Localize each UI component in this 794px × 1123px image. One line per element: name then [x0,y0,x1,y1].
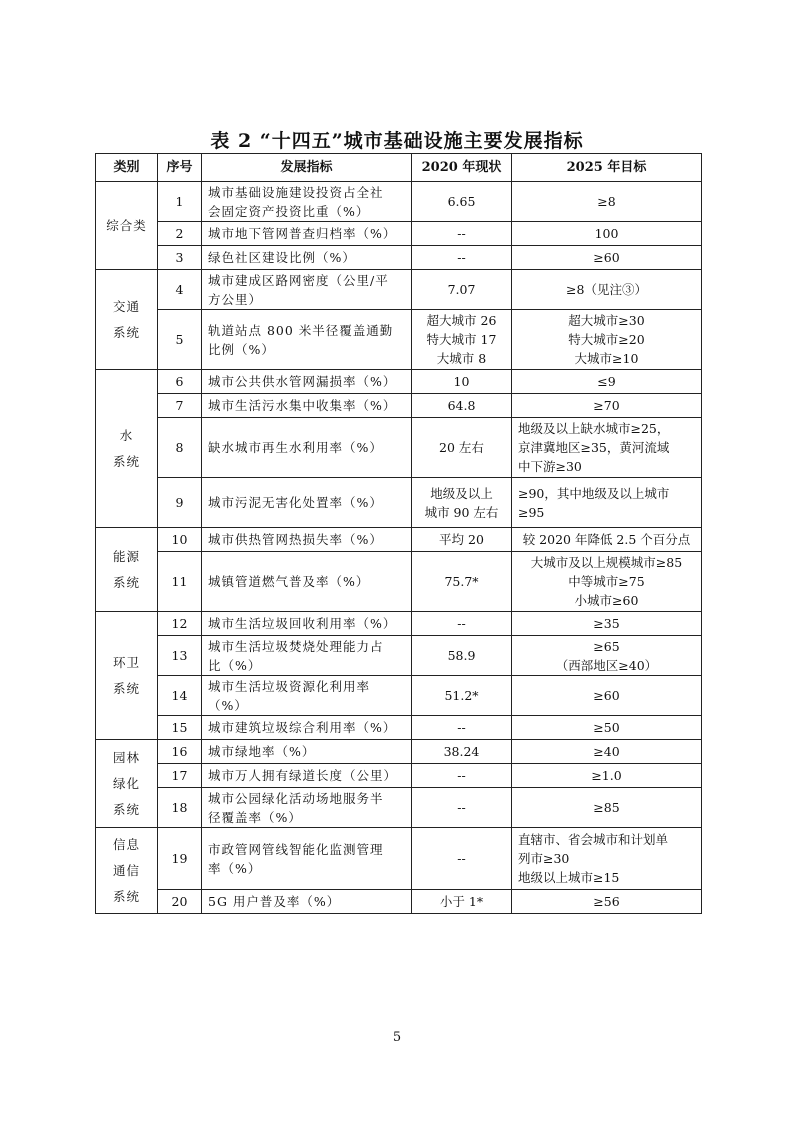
table-row [96,370,702,394]
category-label: 水 [119,427,134,443]
category-cell [96,270,158,370]
cell-line: 城市生活垃圾资源化利用率 [208,678,371,694]
table-row [96,270,702,310]
target-2025-cell [512,828,702,890]
table-row [96,676,702,716]
cell-line: 特大城市 17 [426,332,497,347]
cell-line: 城市生活垃圾回收利用率（%） [208,616,397,631]
indicator-cell [202,740,412,764]
status-2020-cell [412,310,512,370]
table-row [96,612,702,636]
cell-line: -- [457,226,466,241]
cell-line: 径覆盖率（%） [208,809,302,825]
target-2025-cell [512,270,702,310]
row-number: 5 [158,310,202,370]
category-label: 系统 [112,680,140,696]
table-row [96,394,702,418]
header-number: 序号 [158,154,202,182]
status-2020-cell [412,676,512,716]
indicator-cell [202,716,412,740]
target-2025-cell [512,246,702,270]
cell-line: 51.2* [444,688,479,703]
table-row [96,310,702,370]
cell-line: ≥85 [593,800,620,815]
cell-line: ≥56 [593,894,620,909]
cell-line: ≥70 [593,398,620,413]
header-2020-status: 2020 年现状 [412,154,512,182]
target-2025-cell [512,636,702,676]
cell-line: 率（%） [208,860,262,876]
cell-line: 超大城市 26 [426,313,497,328]
target-2025-cell [512,788,702,828]
table-row [96,636,702,676]
category-label: 信息 [112,836,140,852]
cell-line: 比例（%） [208,341,275,357]
cell-line: 64.8 [447,398,476,413]
cell-line: （西部地区≥40） [555,657,658,673]
cell-line: 58.9 [447,648,476,663]
header-category: 类别 [96,154,158,182]
cell-line: ≥8 [597,194,616,209]
row-number: 17 [158,764,202,788]
row-number: 11 [158,552,202,612]
indicator-cell [202,270,412,310]
cell-line: 地级及以上 [430,485,493,501]
cell-line: 特大城市≥20 [568,332,645,347]
cell-line: 超大城市≥30 [568,313,645,328]
status-2020-cell [412,222,512,246]
category-label: 系统 [112,801,140,817]
cell-line: 城市万人拥有绿道长度（公里） [208,768,398,783]
cell-line: 大城市 8 [436,351,487,366]
row-number: 8 [158,418,202,478]
cell-line: 直辖市、省会城市和计划单 [518,832,669,847]
category-label: 系统 [112,453,140,469]
table-row [96,890,702,914]
status-2020-cell [412,636,512,676]
row-number: 12 [158,612,202,636]
indicator-cell [202,310,412,370]
row-number: 18 [158,788,202,828]
indicator-cell [202,890,412,914]
cell-line: ≥1.0 [591,768,622,783]
cell-line: 中等城市≥75 [568,574,645,589]
indicator-table [95,153,702,914]
cell-line: 城市生活垃圾焚烧处理能力占 [208,638,384,654]
status-2020-cell [412,764,512,788]
row-number: 14 [158,676,202,716]
category-label: 通信 [112,862,140,878]
target-2025-cell [512,222,702,246]
category-cell [96,182,158,270]
header-2025-target: 2025 年目标 [512,154,702,182]
cell-line: ≥8（见注③） [566,282,647,297]
target-2025-cell [512,418,702,478]
target-2025-cell [512,764,702,788]
status-2020-cell [412,890,512,914]
category-cell [96,740,158,828]
table-row [96,716,702,740]
cell-line: 大城市及以上规模城市≥85 [530,555,683,570]
category-label: 综合类 [106,218,147,233]
status-2020-cell [412,478,512,528]
category-cell [96,370,158,528]
row-number: 15 [158,716,202,740]
cell-line: 7.07 [447,282,476,297]
cell-line: 比（%） [208,657,262,673]
table-row [96,182,702,222]
row-number: 19 [158,828,202,890]
table-row [96,828,702,890]
row-number: 20 [158,890,202,914]
indicator-cell [202,370,412,394]
table-row [96,246,702,270]
table-row [96,222,702,246]
cell-line: -- [457,720,466,735]
indicator-cell [202,394,412,418]
status-2020-cell [412,716,512,740]
cell-line: -- [457,250,466,265]
cell-line: 城市公园绿化活动场地服务半 [208,790,384,806]
row-number: 7 [158,394,202,418]
indicator-cell [202,528,412,552]
cell-line: 6.65 [447,194,476,209]
status-2020-cell [412,418,512,478]
row-number: 10 [158,528,202,552]
status-2020-cell [412,370,512,394]
status-2020-cell [412,740,512,764]
cell-line: 地级及以上缺水城市≥25， [518,421,670,436]
header-indicator: 发展指标 [202,154,412,182]
status-2020-cell [412,182,512,222]
cell-line: （%） [208,697,248,713]
cell-line: 京津冀地区≥35，黄河流域 [518,440,670,455]
status-2020-cell [412,552,512,612]
target-2025-cell [512,478,702,528]
status-2020-cell [412,828,512,890]
indicator-cell [202,788,412,828]
target-2025-cell [512,612,702,636]
cell-line: 大城市≥10 [574,351,639,366]
indicator-cell [202,246,412,270]
cell-line: 较 2020 年降低 2.5 个百分点 [522,532,691,547]
indicator-cell [202,552,412,612]
status-2020-cell [412,246,512,270]
cell-line: 100 [594,226,619,241]
page-number: 5 [392,1030,402,1045]
category-label: 能源 [112,548,140,564]
category-label: 环卫 [112,654,140,670]
cell-line: 平均 20 [439,532,484,547]
target-2025-cell [512,716,702,740]
indicator-cell [202,478,412,528]
cell-line: ≥60 [593,250,620,265]
cell-line: 小于 1* [439,894,484,909]
indicator-cell [202,418,412,478]
category-label: 园林 [112,749,140,765]
cell-line: 城市 90 左右 [424,504,499,520]
row-number: 9 [158,478,202,528]
target-2025-cell [512,740,702,764]
row-number: 16 [158,740,202,764]
cell-line: 地级以上城市≥15 [518,870,620,885]
row-number: 6 [158,370,202,394]
status-2020-cell [412,612,512,636]
cell-line: 小城市≥60 [574,593,639,608]
indicator-cell [202,182,412,222]
indicator-cell [202,222,412,246]
table-row [96,764,702,788]
row-number: 4 [158,270,202,310]
cell-line: 城市基础设施建设投资占全社 [208,184,384,200]
indicator-cell [202,612,412,636]
cell-line: 城市污泥无害化处置率（%） [208,495,383,510]
category-cell [96,612,158,740]
cell-line: ≥40 [593,744,620,759]
cell-line: 城市地下管网普查归档率（%） [208,226,397,241]
cell-line: -- [457,851,466,866]
table-row [96,478,702,528]
cell-line: -- [457,800,466,815]
category-label: 系统 [112,888,140,904]
cell-line: 城市绿地率（%） [208,744,316,759]
category-label: 系统 [112,324,140,340]
cell-line: 城市公共供水管网漏损率（%） [208,374,397,389]
target-2025-cell [512,890,702,914]
cell-line: 列市≥30 [518,851,570,866]
cell-line: 城市建成区路网密度（公里/平 [208,272,389,288]
indicator-cell [202,676,412,716]
category-label: 系统 [112,574,140,590]
cell-line: 城镇管道燃气普及率（%） [208,574,370,589]
cell-line: 10 [453,374,470,389]
cell-line: -- [457,768,466,783]
category-label: 交通 [112,298,140,314]
target-2025-cell [512,182,702,222]
cell-line: ≥50 [593,720,620,735]
header-row [96,154,702,182]
status-2020-cell [412,788,512,828]
cell-line: 绿色社区建设比例（%） [208,250,356,265]
cell-line: ≥65 [593,638,620,654]
row-number: 3 [158,246,202,270]
status-2020-cell [412,270,512,310]
cell-line: 缺水城市再生水利用率（%） [208,440,383,455]
cell-line: 38.24 [443,744,480,759]
cell-line: ≥95 [518,504,545,520]
table-row [96,528,702,552]
cell-line: 城市生活污水集中收集率（%） [208,398,397,413]
category-label: 绿化 [112,775,140,791]
target-2025-cell [512,310,702,370]
category-cell [96,528,158,612]
category-cell [96,828,158,914]
cell-line: ≥60 [593,688,620,703]
table-row [96,552,702,612]
status-2020-cell [412,394,512,418]
row-number: 2 [158,222,202,246]
cell-line: 轨道站点 800 米半径覆盖通勤 [208,322,394,338]
table-title: 表 2 “十四五”城市基础设施主要发展指标 [210,130,584,152]
indicator-cell [202,764,412,788]
indicator-cell [202,636,412,676]
target-2025-cell [512,394,702,418]
table-row [96,740,702,764]
cell-line: 会固定资产投资比重（%） [208,203,370,219]
cell-line: ≥90，其中地级及以上城市 [518,485,670,501]
cell-line: 城市供热管网热损失率（%） [208,532,383,547]
target-2025-cell [512,528,702,552]
target-2025-cell [512,676,702,716]
cell-line: 市政管网管线智能化监测管理 [208,841,384,857]
row-number: 1 [158,182,202,222]
cell-line: 城市建筑垃圾综合利用率（%） [208,720,397,735]
status-2020-cell [412,528,512,552]
cell-line: 20 左右 [439,440,484,455]
target-2025-cell [512,552,702,612]
cell-line: 5G 用户普及率（%） [208,894,341,909]
indicator-cell [202,828,412,890]
table-row [96,418,702,478]
table-row [96,788,702,828]
cell-line: ≤9 [597,374,616,389]
cell-line: 方公里） [208,291,263,307]
cell-line: 75.7* [444,574,479,589]
target-2025-cell [512,370,702,394]
cell-line: ≥35 [593,616,620,631]
cell-line: 中下游≥30 [518,459,582,474]
row-number: 13 [158,636,202,676]
cell-line: -- [457,616,466,631]
